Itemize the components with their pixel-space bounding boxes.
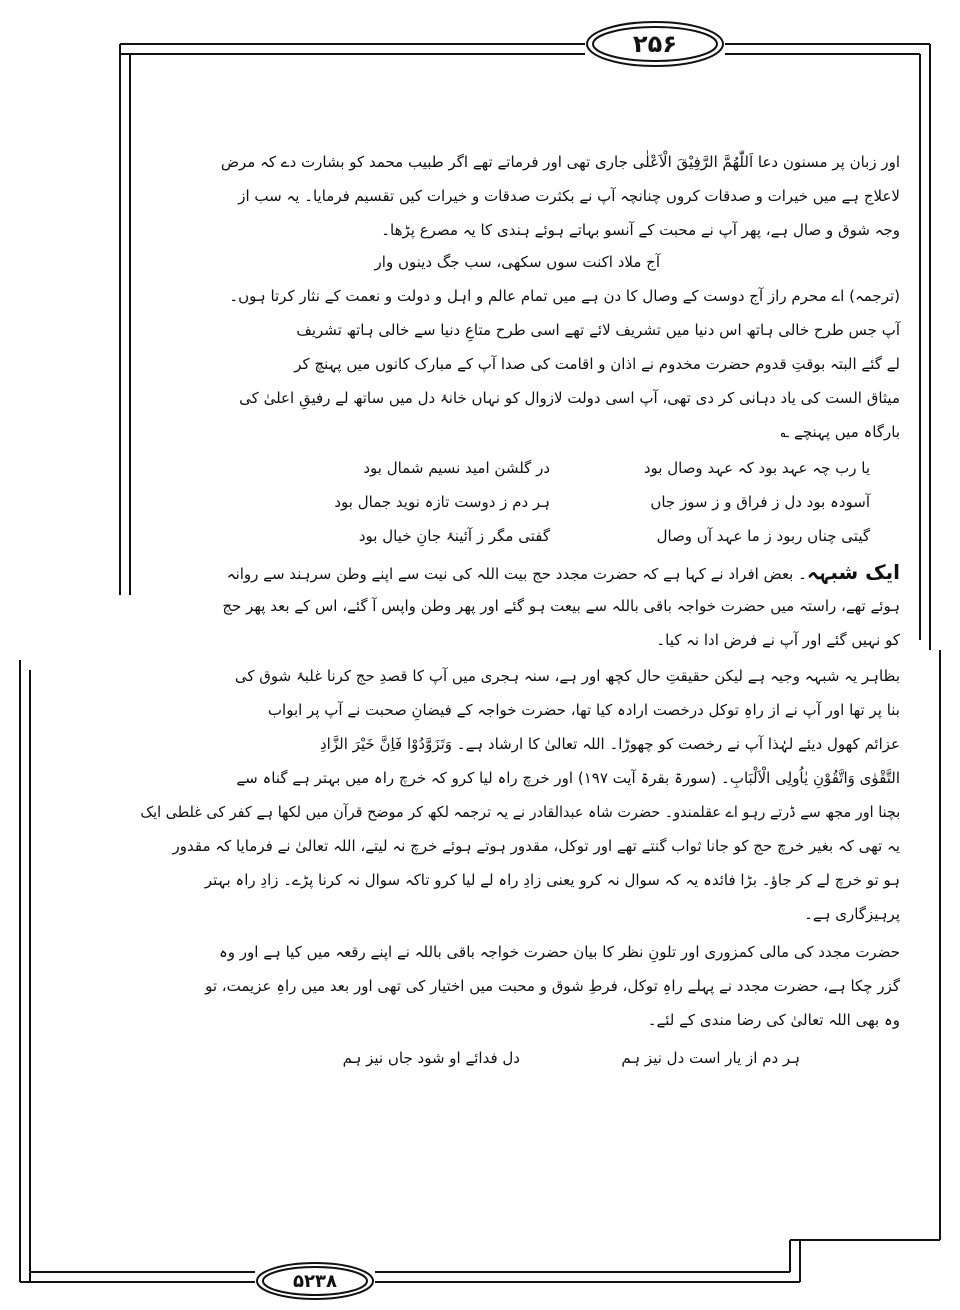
persian-verse-right: گیتی چناں ربود ز ما عہد آں وصال: [656, 527, 870, 545]
text-line: آپ جس طرح خالی ہاتھ اس دنیا میں تشریف لائے تھے اسی طرح متاعِ دنیا سے خالی ہاتھ تشریف: [296, 321, 900, 339]
hindi-verse: آج ملاد اکنت سوں سکھی، سب جگ دینوں وار: [374, 253, 660, 271]
text-line: پرہیزگاری ہے۔: [804, 905, 900, 923]
text-line: حضرت مجدد کی مالی کمزوری اور تلونِ نظر کا بیان حضرت خواجہ باقی باللہ نے اپنے رقعہ میں کیا ہے اور وہ: [219, 943, 900, 961]
page-body-text: [140, 150, 900, 1170]
persian-verse-left: ہر دم ز دوست تازہ نوید جمال بود: [334, 493, 550, 511]
page-number-top: ۲۵۶: [633, 30, 677, 58]
text-line: بچنا اور مجھ سے ڈرتے رہو اے عقلمندو۔ حضرت شاہ عبدالقادر نے یہ ترجمہ لکھ کر موضح قرآن میں لکھا ہے کفر کی غلطی ایک: [140, 803, 900, 821]
text-line: ہوئے تھے، راستہ میں حضرت خواجہ باقی باللہ سے بیعت ہو گئے اور پھر وطن واپس آ گئے، اس کے بعد پھر حج: [222, 597, 900, 615]
text-line: میثاق الست کی یاد دہانی کر دی تھی، آپ اسی دولت لازوال کو نہاں خانۂ دل میں ساتھ لے رفیقِ اعلیٰ کی: [239, 389, 900, 407]
text-line: یہ تھی کہ بغیر خرچ حج کو جانا ثواب گنتے تھے اور توکل، مقدور ہوتے ہوئے خرچ نہ لیتے، اللہ تعالیٰ نے فرمایا کہ مقدور: [172, 837, 900, 855]
text-line: وہ بھی اللہ تعالیٰ کی رضا مندی کے لئے۔: [647, 1011, 900, 1029]
text-line: بظاہر یہ شبہہ وجیہ ہے لیکن حقیقتِ حال کچھ اور ہے، سنہ ہجری میں آپ کا قصدِ حج کرنا غلبۂ شوق کی: [234, 667, 900, 685]
text-line: (ترجمہ) اے محرم راز آج دوست کے وصال کا دن ہے میں تمام عالم و اہل و دولت و نعمت کے نثار کرتا ہوں۔: [229, 287, 900, 305]
persian-verse-right: آسودہ بود دل ز فراق و ز سوز جاں: [650, 493, 870, 511]
persian-verse-left: گفتی مگر ز آئینۂ جانِ خیال بود: [358, 527, 550, 545]
text-line: بارگاہ میں پہنچے ؎: [780, 423, 900, 441]
text-line: [227, 560, 900, 586]
text-line: لاعلاج ہے میں خیرات و صدقات کروں چنانچہ آپ نے بکثرت صدقات و خیرات کیں تقسیم فرمایا۔ یہ سب از: [238, 187, 900, 205]
persian-verse-right: ہر دم از یار است دل نیز ہم: [621, 1049, 800, 1067]
text-line: عزائم کھول دیئے لہٰذا آپ نے رخصت کو چھوڑا۔ اللہ تعالیٰ کا ارشاد ہے۔ وَتَزَوَّدُوْا فَاِنَّ خَیْرَ الزَّادِ: [320, 735, 900, 753]
text-line: اور زبان پر مسنون دعا اَللّٰھُمَّ الرَّفِیْقَ الْاَعْلٰی جاری تھی اور فرماتے تھے اگر طبیب محمد کو بشارت دے کہ مرض: [220, 153, 900, 171]
persian-verse-left: دل فدائے او شود جاں نیز ہم: [342, 1049, 520, 1067]
text-line: التَّقْوٰی وَاتَّقُوْنِ یٰاُولِی الْاَلْبَابِ۔ (سورۃ بقرۃ آیت ۱۹۷) اور خرچ راہ لیا کرو کہ خرچ راہ میں بہتر ہے گناہ سے: [236, 769, 900, 787]
text-line: وجہ شوق و صال ہے، پھر آپ نے محبت کے آنسو بہاتے ہوئے ہندی کا یہ مصرع پڑھا۔: [381, 221, 900, 239]
text-line: کو نہیں گئے اور آپ نے فرض ادا نہ کیا۔: [656, 631, 900, 649]
text-line: لے گئے البتہ بوقتِ قدوم حضرت مخدوم نے اذان و اقامت کی صدا آپ کے مبارک کانوں میں پہنچ کر: [294, 355, 900, 373]
persian-verse-left: در گلشن امید نسیم شمال بود: [363, 459, 550, 477]
persian-verse-right: یا رب چہ عہد بود کہ عہد وصال بود: [643, 459, 870, 477]
page-number-bottom: ۵۲۳۸: [293, 1270, 337, 1292]
section-heading-text: ۔ بعض افراد نے کہا ہے کہ حضرت مجدد حج بیت اللہ کی نیت سے اپنے وطن سرہند سے روانہ: [226, 565, 807, 583]
section-heading: ایک شبہہ: [806, 560, 900, 584]
text-line: گزر چکا ہے، حضرت مجدد نے پہلے راہِ توکل، فرطِ شوق و محبت میں اختیار کی تھی اور بعد میں راہِ عزیمت، تو: [205, 977, 900, 995]
text-line: ہو تو خرچ لے کر جاؤ۔ بڑا فائدہ یہ کہ سوال نہ کرو یعنی زادِ راہ لے لیا کرو تاکہ سوال نہ کرنا پڑے۔ زادِ راہ بہتر: [204, 871, 900, 889]
text-line: بنا پر تھا اور آپ نے از راہِ توکل درخصت ارادہ کیا تھا، حضرت خواجہ کے فیضانِ صحبت نے آپ پر ابواب: [267, 701, 900, 719]
